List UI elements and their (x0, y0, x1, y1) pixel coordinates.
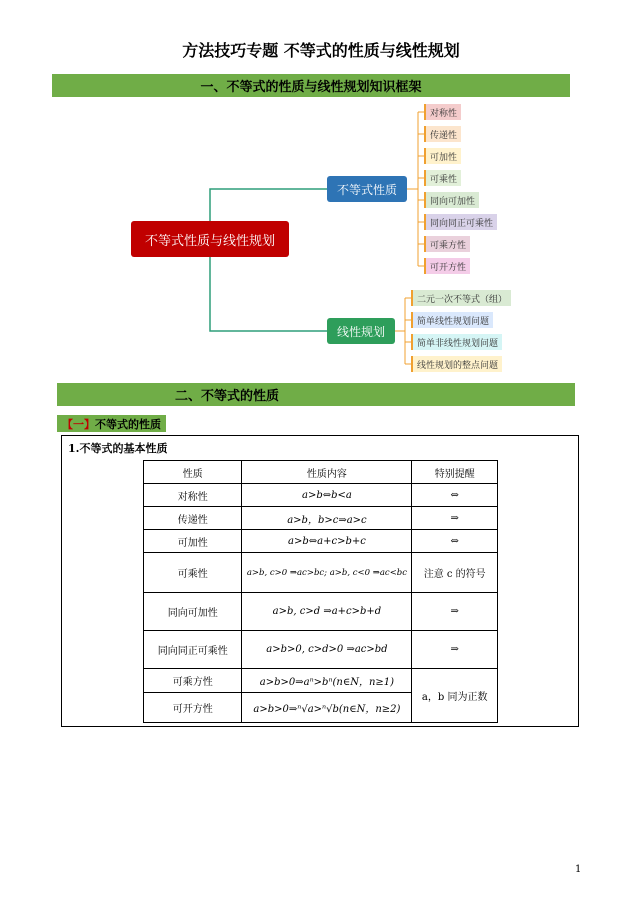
mindmap-property-leaf: 可开方性 (424, 258, 470, 274)
table-cell-note: ⇔ (412, 530, 498, 553)
table-row (144, 631, 498, 669)
table-cell-note: ⇔ (412, 484, 498, 507)
table-cell-note: a，b 同为正数 (412, 669, 498, 723)
mindmap-property-leaf: 对称性 (424, 104, 461, 120)
table-cell-content: a>b⇔b<a (242, 484, 412, 507)
table-cell-note: ⇒ (412, 631, 498, 669)
table-row (144, 484, 498, 507)
section-heading-properties: 二、不等式的性质 (57, 383, 575, 406)
mindmap-property-leaf: 可乘性 (424, 170, 461, 186)
mindmap-root: 不等式性质与线性规划 (131, 221, 289, 257)
table-cell-content: a>b>0⇒ⁿ√a>ⁿ√b(n∈N，n≥2) (242, 693, 412, 723)
table-header-row (144, 461, 498, 484)
table-cell-content: a>b, c>0 ⇒ac>bc; a>b, c<0 ⇒ac<bc (242, 553, 412, 593)
subsection-heading (57, 415, 166, 432)
table-cell-content: a>b⇔a+c>b+c (242, 530, 412, 553)
mindmap-property-leaf: 传递性 (424, 126, 461, 142)
table-row (144, 593, 498, 631)
frame-title: 1.不等式的基本性质 (68, 442, 168, 455)
table-row (144, 669, 498, 693)
table-row (144, 530, 498, 553)
mindmap-property-leaf: 同向可加性 (424, 192, 479, 208)
table-cell-content: a>b>0⇒aⁿ>bⁿ(n∈N，n≥1) (242, 669, 412, 693)
table-cell-name: 传递性 (144, 507, 242, 530)
table-cell-content: a>b, c>d ⇒a+c>b+d (242, 593, 412, 631)
mindmap-lp-leaf: 二元一次不等式（组） (411, 290, 511, 306)
table-row (144, 507, 498, 530)
subsection-label: 不等式的性质 (95, 417, 161, 431)
mindmap-lp-leaf: 线性规划的整点问题 (411, 356, 502, 372)
table-cell-note: 注意 c 的符号 (412, 553, 498, 593)
mindmap-property-leaf: 可乘方性 (424, 236, 470, 252)
table-cell-name: 可开方性 (144, 693, 242, 723)
table-cell-content: a>b，b>c⇒a>c (242, 507, 412, 530)
subsection-bracket: 【一】 (62, 417, 95, 431)
table-cell-name: 可乘方性 (144, 669, 242, 693)
table-cell-content: a>b>0, c>d>0 ⇒ac>bd (242, 631, 412, 669)
table-header-cell: 特别提醒 (412, 461, 498, 484)
mindmap-branch-inequality-properties: 不等式性质 (327, 176, 407, 202)
mindmap-property-leaf: 同向同正可乘性 (424, 214, 497, 230)
table-cell-name: 可乘性 (144, 553, 242, 593)
table-cell-note: ⇒ (412, 593, 498, 631)
table-cell-name: 同向同正可乘性 (144, 631, 242, 669)
page-number: 1 (575, 864, 582, 875)
mindmap-lp-leaf: 简单非线性规划问题 (411, 334, 502, 350)
table-header-cell: 性质内容 (242, 461, 412, 484)
mindmap-property-leaf: 可加性 (424, 148, 461, 164)
table-cell-name: 可加性 (144, 530, 242, 553)
table-header-cell: 性质 (144, 461, 242, 484)
document-title: 方法技巧专题 不等式的性质与线性规划 (182, 41, 460, 60)
mindmap-lp-leaf: 简单线性规划问题 (411, 312, 493, 328)
table-cell-note: ⇒ (412, 507, 498, 530)
properties-table (143, 460, 498, 723)
section-heading-framework: 一、不等式的性质与线性规划知识框架 (52, 74, 570, 97)
table-row (144, 553, 498, 593)
mindmap-connectors (0, 100, 642, 380)
table-cell-name: 同向可加性 (144, 593, 242, 631)
table-cell-name: 对称性 (144, 484, 242, 507)
mindmap-branch-linear-programming: 线性规划 (327, 318, 395, 344)
